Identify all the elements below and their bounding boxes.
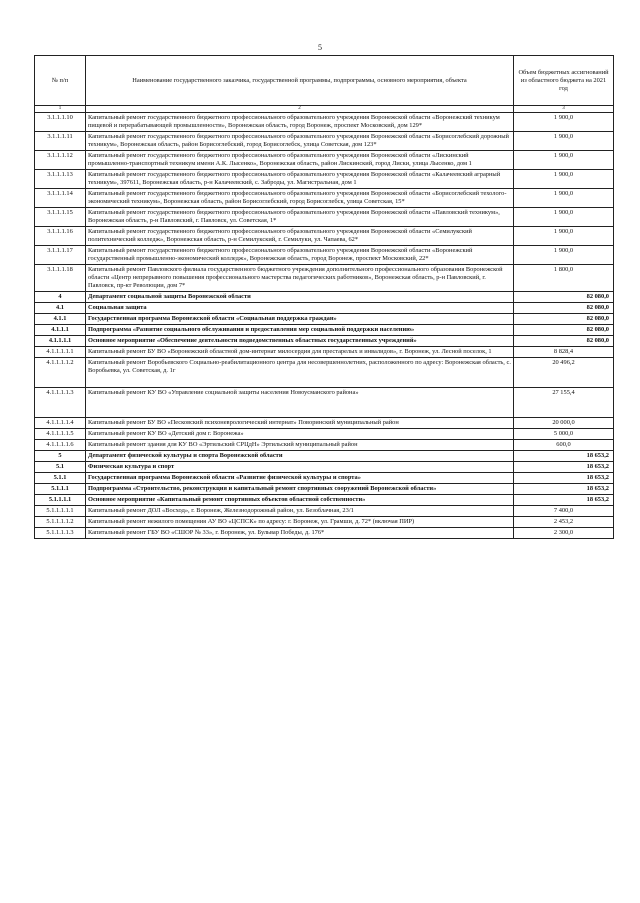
row-name: Капитальный ремонт БУ ВО «Песковский психоневрологический интернат» Поворинский муниципальный район: [86, 418, 514, 429]
row-number: 4.1.1.1.1.6: [35, 440, 86, 451]
header-name: Наименование государственного заказчика, государственной программы, подпрограммы, основного мероприятия, объекта: [86, 56, 514, 106]
row-name: Капитальный ремонт здания для КУ ВО «Эртильский СРЦдН» Эртильский муниципальный район: [86, 440, 514, 451]
row-number: 3.1.1.1.17: [35, 246, 86, 265]
row-amount: 1 800,0: [514, 265, 614, 292]
table-row: [35, 358, 614, 388]
row-number: 4: [35, 292, 86, 303]
table-row: [35, 227, 614, 246]
row-name: Капитальный ремонт КУ ВО «Детский дом г. Воронежа»: [86, 429, 514, 440]
row-amount: 18 653,2: [514, 451, 614, 462]
row-number: 3.1.1.1.12: [35, 151, 86, 170]
row-name: Капитальный ремонт Воробьевского Социально-реабилитационного центра для несовершеннолетних, расположенного по адресу: Воронежская область, с. Воробьевка, ул. Советская, д. 1г: [86, 358, 514, 388]
row-amount: 5 000,0: [514, 429, 614, 440]
row-number: 4.1.1.1.1.2: [35, 358, 86, 388]
row-number: 5.1.1.1.1.1: [35, 506, 86, 517]
table-row: [35, 418, 614, 429]
page-number: 5: [318, 43, 322, 52]
index-3: 3: [514, 106, 614, 113]
row-amount: 82 080,0: [514, 292, 614, 303]
row-amount: 18 653,2: [514, 484, 614, 495]
table-row: [35, 151, 614, 170]
row-amount: 2 453,2: [514, 517, 614, 528]
row-number: 5.1.1: [35, 473, 86, 484]
budget-table: [34, 55, 614, 539]
row-name: Капитальный ремонт Павловского филиала государственного бюджетного учреждения дополнительного профессионального образования Воронежской области «Центр непрерывного повышения профессионального мастерства педагогических работников», Воронежская область, р-н Павловский, г. Павловск, пр-кт Революции, дом 7*: [86, 265, 514, 292]
row-number: 4.1.1.1: [35, 325, 86, 336]
row-amount: 2 300,0: [514, 528, 614, 539]
table-row: [35, 388, 614, 418]
row-amount: 1 900,0: [514, 170, 614, 189]
row-amount: 1 900,0: [514, 208, 614, 227]
table-row: [35, 325, 614, 336]
row-number: 3.1.1.1.14: [35, 189, 86, 208]
row-amount: 1 900,0: [514, 113, 614, 132]
row-name: Капитальный ремонт государственного бюджетного профессионального образовательного учреждения Воронежской области «Борисоглебский дорожный техникум», Воронежская область, район Борисоглебский, город Борисоглебск, улица Советская, дом 123*: [86, 132, 514, 151]
table-row: [35, 265, 614, 292]
row-amount: 1 900,0: [514, 246, 614, 265]
table-row: [35, 170, 614, 189]
table-header-row: [35, 56, 614, 106]
row-name: Департамент физической культуры и спорта Воронежской области: [86, 451, 514, 462]
row-name: Капитальный ремонт КУ ВО «Управление социальной защиты населения Новоусманского района»: [86, 388, 514, 418]
row-name: Основное мероприятие «Обеспечение деятельности подведомственных областных государственных учреждений»: [86, 336, 514, 347]
row-number: 4.1.1.1.1.5: [35, 429, 86, 440]
row-name: Государственная программа Воронежской области «Социальная поддержка граждан»: [86, 314, 514, 325]
row-amount: 82 080,0: [514, 303, 614, 314]
table-row: [35, 517, 614, 528]
row-number: 4.1.1.1.1: [35, 336, 86, 347]
row-number: 4.1.1.1.1.4: [35, 418, 86, 429]
row-number: 5.1.1.1.1.3: [35, 528, 86, 539]
table-row: [35, 314, 614, 325]
row-amount: 82 080,0: [514, 336, 614, 347]
row-name: Подпрограмма «Развитие социального обслуживания и предоставления мер социальной поддержки населению»: [86, 325, 514, 336]
row-name: Департамент социальной защиты Воронежской области: [86, 292, 514, 303]
row-amount: 27 155,4: [514, 388, 614, 418]
row-number: 5: [35, 451, 86, 462]
row-number: 5.1.1.1.1.2: [35, 517, 86, 528]
row-amount: 1 900,0: [514, 189, 614, 208]
row-number: 3.1.1.1.15: [35, 208, 86, 227]
row-name: Социальная защита: [86, 303, 514, 314]
table-row: [35, 462, 614, 473]
row-number: 3.1.1.1.10: [35, 113, 86, 132]
row-amount: 20 000,0: [514, 418, 614, 429]
table-row: [35, 336, 614, 347]
row-name: Капитальный ремонт государственного бюджетного профессионального образовательного учреждения Воронежской области «Семилукский политехнический колледж», Воронежская область, р-н Семилукский, г. Семилуки, ул. Чапаева, 62*: [86, 227, 514, 246]
index-2: 2: [86, 106, 514, 113]
row-amount: 20 496,2: [514, 358, 614, 388]
row-number: 4.1.1.1.1.1: [35, 347, 86, 358]
row-number: 5.1: [35, 462, 86, 473]
row-name: Государственная программа Воронежской области «Развитие физической культуры и спорта»: [86, 473, 514, 484]
row-amount: 1 900,0: [514, 227, 614, 246]
row-number: 4.1: [35, 303, 86, 314]
row-name: Физическая культура и спорт: [86, 462, 514, 473]
table-row: [35, 451, 614, 462]
table-row: [35, 189, 614, 208]
table-row: [35, 113, 614, 132]
row-amount: 1 900,0: [514, 132, 614, 151]
header-amount: Объем бюджетных ассигнований из областного бюджета на 2021 год: [514, 56, 614, 106]
row-amount: 8 828,4: [514, 347, 614, 358]
row-number: 4.1.1: [35, 314, 86, 325]
row-number: 5.1.1.1.1: [35, 495, 86, 506]
row-amount: 82 080,0: [514, 325, 614, 336]
row-name: Капитальный ремонт государственного бюджетного профессионального образовательного учреждения Воронежской области «Борисоглебский техолого-экономический техникум», Воронежская область, район Борисоглебский, город Борисоглебск, улица Советская, 15*: [86, 189, 514, 208]
row-name: Капитальный ремонт государственного бюджетного профессионального образовательного учреждения Воронежской области «Воронежский государственный промышленно-экономический колледж», Воронежская область, город Воронеж, проспект Московский, 22*: [86, 246, 514, 265]
row-name: Капитальный ремонт ГБУ ВО «СШОР № 33», г. Воронеж, ул. Бульвар Победы, д. 176*: [86, 528, 514, 539]
table-row: [35, 347, 614, 358]
table-row: [35, 246, 614, 265]
row-number: 3.1.1.1.16: [35, 227, 86, 246]
row-number: 4.1.1.1.1.3: [35, 388, 86, 418]
row-amount: 82 080,0: [514, 314, 614, 325]
table-row: [35, 473, 614, 484]
row-name: Капитальный ремонт БУ ВО «Воронежский областной дом-интернат милосердия для престарелых и инвалидов», г. Воронеж, ул. Лесной поселок, 1: [86, 347, 514, 358]
row-name: Капитальный ремонт ДОЛ «Восход», г. Воронеж, Железнодорожный район, ул. Безоблачная, 23/1: [86, 506, 514, 517]
index-1: 1: [35, 106, 86, 113]
table-row: [35, 208, 614, 227]
row-name: Капитальный ремонт нежилого помещения АУ ВО «ЦСПСК» по адресу: г. Воронеж, ул. Грамши, д. 72* (включая ПИР): [86, 517, 514, 528]
row-amount: 18 653,2: [514, 473, 614, 484]
table-row: [35, 495, 614, 506]
row-name: Основное мероприятие «Капитальный ремонт спортивных объектов областной собственности»: [86, 495, 514, 506]
row-number: 3.1.1.1.11: [35, 132, 86, 151]
row-name: Капитальный ремонт государственного бюджетного профессионального образовательного учреждения Воронежской области «Воронежский техникум пищевой и перерабатывающей промышленности», Воронежская область, город Воронеж, проспект Московский, дом 129*: [86, 113, 514, 132]
row-amount: 1 900,0: [514, 151, 614, 170]
table-row: [35, 528, 614, 539]
row-name: Подпрограмма «Строительство, реконструкция и капитальный ремонт спортивных сооружений Воронежской области»: [86, 484, 514, 495]
table-row: [35, 506, 614, 517]
row-amount: 7 400,0: [514, 506, 614, 517]
table-row: [35, 292, 614, 303]
row-amount: 18 653,2: [514, 462, 614, 473]
row-number: 5.1.1.1: [35, 484, 86, 495]
table-row: [35, 132, 614, 151]
row-name: Капитальный ремонт государственного бюджетного профессионального образовательного учреждения Воронежской области «Калачеевский аграрный техникум», 397611, Воронежская область, р-н Калачеевский, с. Заброды, ул. Магистральная, дом 1: [86, 170, 514, 189]
row-name: Капитальный ремонт государственного бюджетного профессионального образовательного учреждения Воронежской области «Павловский техникум», Воронежская область, р-н Павловский, г. Павловск, ул. Советская, 1*: [86, 208, 514, 227]
row-name: Капитальный ремонт государственного бюджетного профессионального образовательного учреждения Воронежской области «Лискинский промышленно-транспортный техникум имени А.К. Лысенко», Воронежская область, район Лискинский, город Лиски, улица Лысенко, дом 1: [86, 151, 514, 170]
row-amount: 600,0: [514, 440, 614, 451]
column-index-row: [35, 106, 614, 113]
table-row: [35, 429, 614, 440]
table-row: [35, 440, 614, 451]
row-amount: 18 653,2: [514, 495, 614, 506]
table-row: [35, 484, 614, 495]
row-number: 3.1.1.1.18: [35, 265, 86, 292]
table-row: [35, 303, 614, 314]
header-number: № п/п: [35, 56, 86, 106]
row-number: 3.1.1.1.13: [35, 170, 86, 189]
